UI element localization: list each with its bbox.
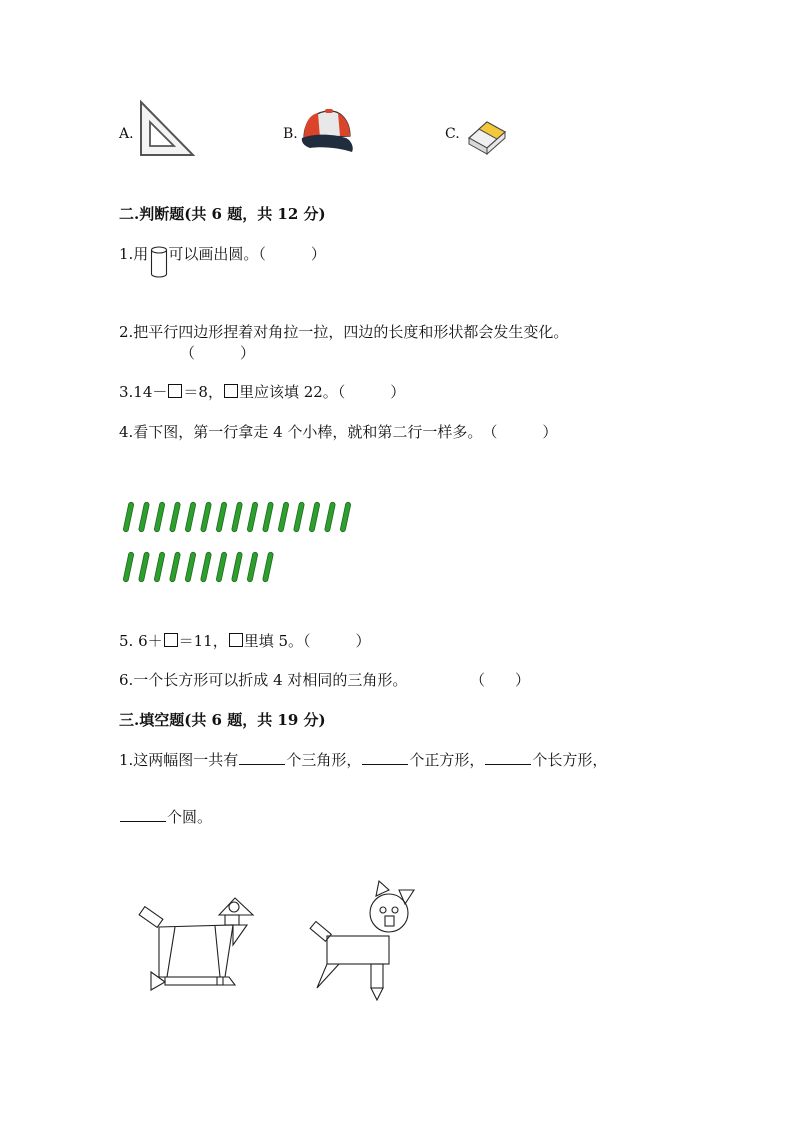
blank-box-icon (164, 633, 178, 647)
q1-text-pre: 1.用 (119, 245, 149, 263)
q3-text-pre: 3.14－ (119, 383, 168, 401)
stick-icon (138, 552, 149, 582)
stick-icon (231, 502, 242, 532)
stick-icon (309, 502, 320, 532)
stick-icon (169, 502, 180, 532)
q5-text-post: 里填 5。（ ） (243, 632, 371, 650)
dog-shape-figure (135, 890, 265, 1005)
option-c-label: C. (445, 126, 460, 142)
stick-icon (247, 502, 258, 532)
cat-shape-figure (305, 878, 425, 1008)
cap-icon (300, 108, 356, 158)
stick-icon (200, 552, 211, 582)
option-b-label: B. (283, 126, 298, 142)
stick-icon (154, 552, 165, 582)
stick-icon (231, 552, 242, 582)
q5-text-mid: ＝11， (178, 632, 228, 650)
q5-text-pre: 5. 6＋ (119, 632, 163, 650)
option-a-label: A. (119, 126, 134, 142)
stick-icon (340, 502, 351, 532)
stick-icon (262, 552, 273, 582)
triangle-ruler-icon (138, 100, 198, 160)
stick-icon (293, 502, 304, 532)
q1-text-post: 可以画出圆。（ ） (168, 245, 326, 263)
stick-icon (185, 502, 196, 532)
stick-icon (216, 502, 227, 532)
stick-icon (154, 502, 165, 532)
fill-blank[interactable] (239, 749, 285, 765)
judge-question-4: 4.看下图，第一行拿走 4 个小棒，就和第二行一样多。 （ ） (119, 423, 558, 441)
blank-box-icon (229, 633, 243, 647)
stick-icon (169, 552, 180, 582)
eraser-icon (465, 116, 509, 156)
q3-text-post: 里应该填 22。（ ） (238, 383, 406, 401)
section3-title: 三.填空题(共 6 题，共 19 分) (119, 711, 326, 729)
fill-q1-b: 个三角形， (286, 751, 362, 769)
fill-q1-a: 1.这两幅图一共有 (119, 751, 239, 769)
stick-icon (262, 502, 273, 532)
cylinder-icon (150, 246, 168, 278)
fill-q1-c: 个正方形， (409, 751, 485, 769)
blank-box-icon (168, 384, 182, 398)
stick-icon (200, 502, 211, 532)
fill-q1-d: 个长方形， (532, 751, 608, 769)
section2-title: 二.判断题(共 6 题，共 12 分) (119, 205, 326, 223)
judge-question-2-line1: 2.把平行四边形捏着对角拉一拉，四边的长度和形状都会发生变化。 (119, 323, 569, 341)
stick-icon (185, 552, 196, 582)
fill-blank[interactable] (120, 806, 166, 822)
judge-question-2-answer[interactable]: （ ） (180, 344, 256, 362)
judge-question-6: 6.一个长方形可以折成 4 对相同的三角形。 (119, 671, 408, 689)
judge-question-3 (119, 381, 405, 402)
fill-question-1-cont (119, 806, 212, 827)
judge-question-6-answer[interactable]: （ ） (470, 671, 531, 689)
sticks-figure (118, 498, 378, 590)
stick-icon (278, 502, 289, 532)
fill-blank[interactable] (485, 749, 531, 765)
fill-blank[interactable] (362, 749, 408, 765)
blank-box-icon (224, 384, 238, 398)
stick-icon (216, 552, 227, 582)
stick-icon (123, 502, 134, 532)
stick-icon (247, 552, 258, 582)
stick-icon (138, 502, 149, 532)
stick-icon (324, 502, 335, 532)
judge-question-5 (119, 630, 371, 651)
stick-icon (123, 552, 134, 582)
q3-text-mid: ＝8， (183, 383, 223, 401)
fill-q1-e: 个圆。 (167, 808, 213, 826)
fill-question-1 (119, 749, 607, 770)
